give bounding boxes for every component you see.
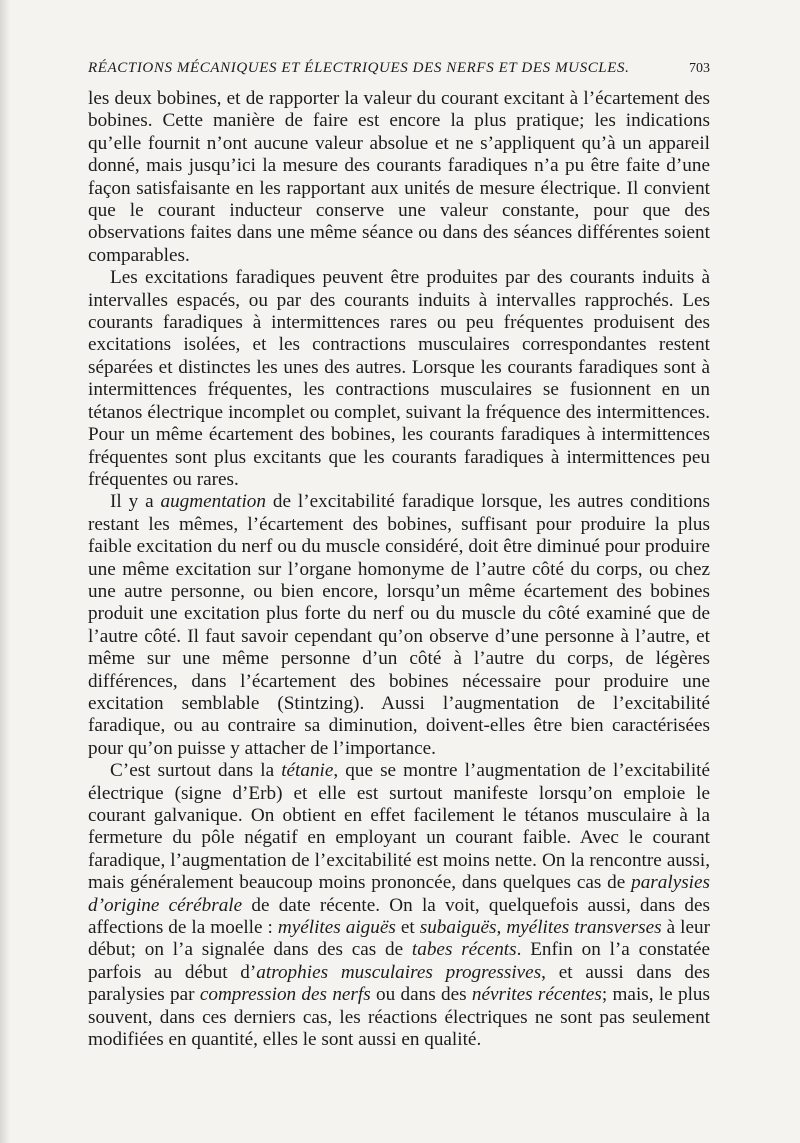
text-run: les deux bobines, et de rapporter la valeur du courant excitant à l’écartement des bobines. Cette manière de faire est encore la plus pratique; les indications qu’elle fournit n’ont aucune valeur absolue et ne s’appliquent qu’à un appareil donné, mais jusqu’ici la mesure des courants faradiques n’a pu être faite d’une façon satisfaisante en les rapportant aux unités de mesure électrique. Il convient que le courant inducteur conserve une valeur constante, pour que des observations faites dans une même séance ou dans des séances différentes soient comparables. [88,88,710,266]
page-number: 703 [689,61,710,76]
text-run: de l’excitabilité faradique lorsque, les autres conditions restant les mêmes, l’écartement des bobines, suffisant pour produire la plus faible excitation du nerf ou du muscle considéré, doit être diminué pour produire une même excitation sur l’organe homonyme de l’autre côté du corps, ou chez une autre personne, ou bien encore, lorsqu’un même écartement des bobines produit une excitation plus forte du nerf ou du muscle du côté examiné que de l’autre côté. Il faut savoir cependant qu’on observe d’une personne à l’autre, et même sur une même personne d’un côté à l’autre du corps, de légères différences, dans l’écartement des bobines nécessaire pour produire une excitation semblable (Stintzing). Aussi l’augmentation de l’excitabilité faradique, ou au contraire sa diminution, doivent-elles être bien caractérisées pour qu’on puisse y attacher de l’importance. [88,491,710,759]
italic-term: tabes récents [411,939,517,961]
text-run: , que se montre l’augmentation de l’excitabilité électrique (signe d’Erb) et elle est surtout manifeste lorsqu’on emploie le courant galvanique. On obtient en effet facilement le tétanos musculaire à la fermeture du pôle négatif en employant un courant faible. Avec le courant faradique, l’augmentation de l’excitabilité est moins nette. On la rencontre aussi, mais généralement beaucoup moins prononcée, dans quelques cas de [88,760,710,894]
text-run: . Enfin on l’a constatée parfois au début d’ [88,939,710,983]
text-run: Les excitations faradiques peuvent être produites par des courants induits à intervalles espacés, ou par des courants induits à intervalles rapprochés. Les courants faradiques à intermittences rares ou peu fréquentes produisent des excitations isolées, et les contractions musculaires correspondantes restent séparées et distinctes les unes des autres. Lorsque les courants faradiques sont à intermittences fréquentes, les contractions musculaires se fusionnent en un tétanos électrique incomplet ou complet, suivant la fréquence des intermittences. Pour un même écartement des bobines, les courants faradiques à intermittences fréquentes sont plus excitants que les courants faradiques à intermittences peu fréquentes ou rares. [88,267,710,490]
italic-term: subaiguës [419,917,497,939]
italic-term: paralysies d’origine cérébrale [88,872,710,916]
text-run: ; mais, le plus souvent, dans ces derniers cas, les réactions électriques ne sont pas seulement modifiées en quantité, elles le sont aussi en qualité. [88,984,710,1051]
italic-term: myélites transverses [506,917,662,939]
paragraph-4 [88,760,710,1051]
italic-term: tétanie [281,760,334,782]
italic-term: névrites récentes [471,984,602,1006]
paragraph-3 [88,491,710,760]
text-run: de date récente. On la voit, quelquefois aussi, dans des affections de la moelle : [88,894,710,939]
body-text [88,88,710,1051]
italic-term: compression des nerfs [199,984,371,1006]
page-edge-shadow [0,0,10,1143]
text-run: , et aussi dans des paralysies par [88,961,710,1006]
text-run: et [395,917,420,939]
text-run: C’est surtout dans la [110,760,282,782]
italic-term: atrophies musculaires progressives [256,961,542,983]
paragraph-1 [88,88,710,267]
text-run: ou dans des [370,984,472,1006]
running-title: RÉACTIONS MÉCANIQUES ET ÉLECTRIQUES DES NERFS ET DES MUSCLES. [88,60,630,76]
italic-term: augmentation [160,491,266,513]
paragraph-2 [88,267,710,491]
text-run: à leur début; on l’a signalée dans des cas de [88,917,710,961]
running-head [88,60,710,77]
text-run: Il y a [110,491,161,513]
text-run: , [496,917,507,939]
italic-term: myélites aiguës [277,917,396,939]
